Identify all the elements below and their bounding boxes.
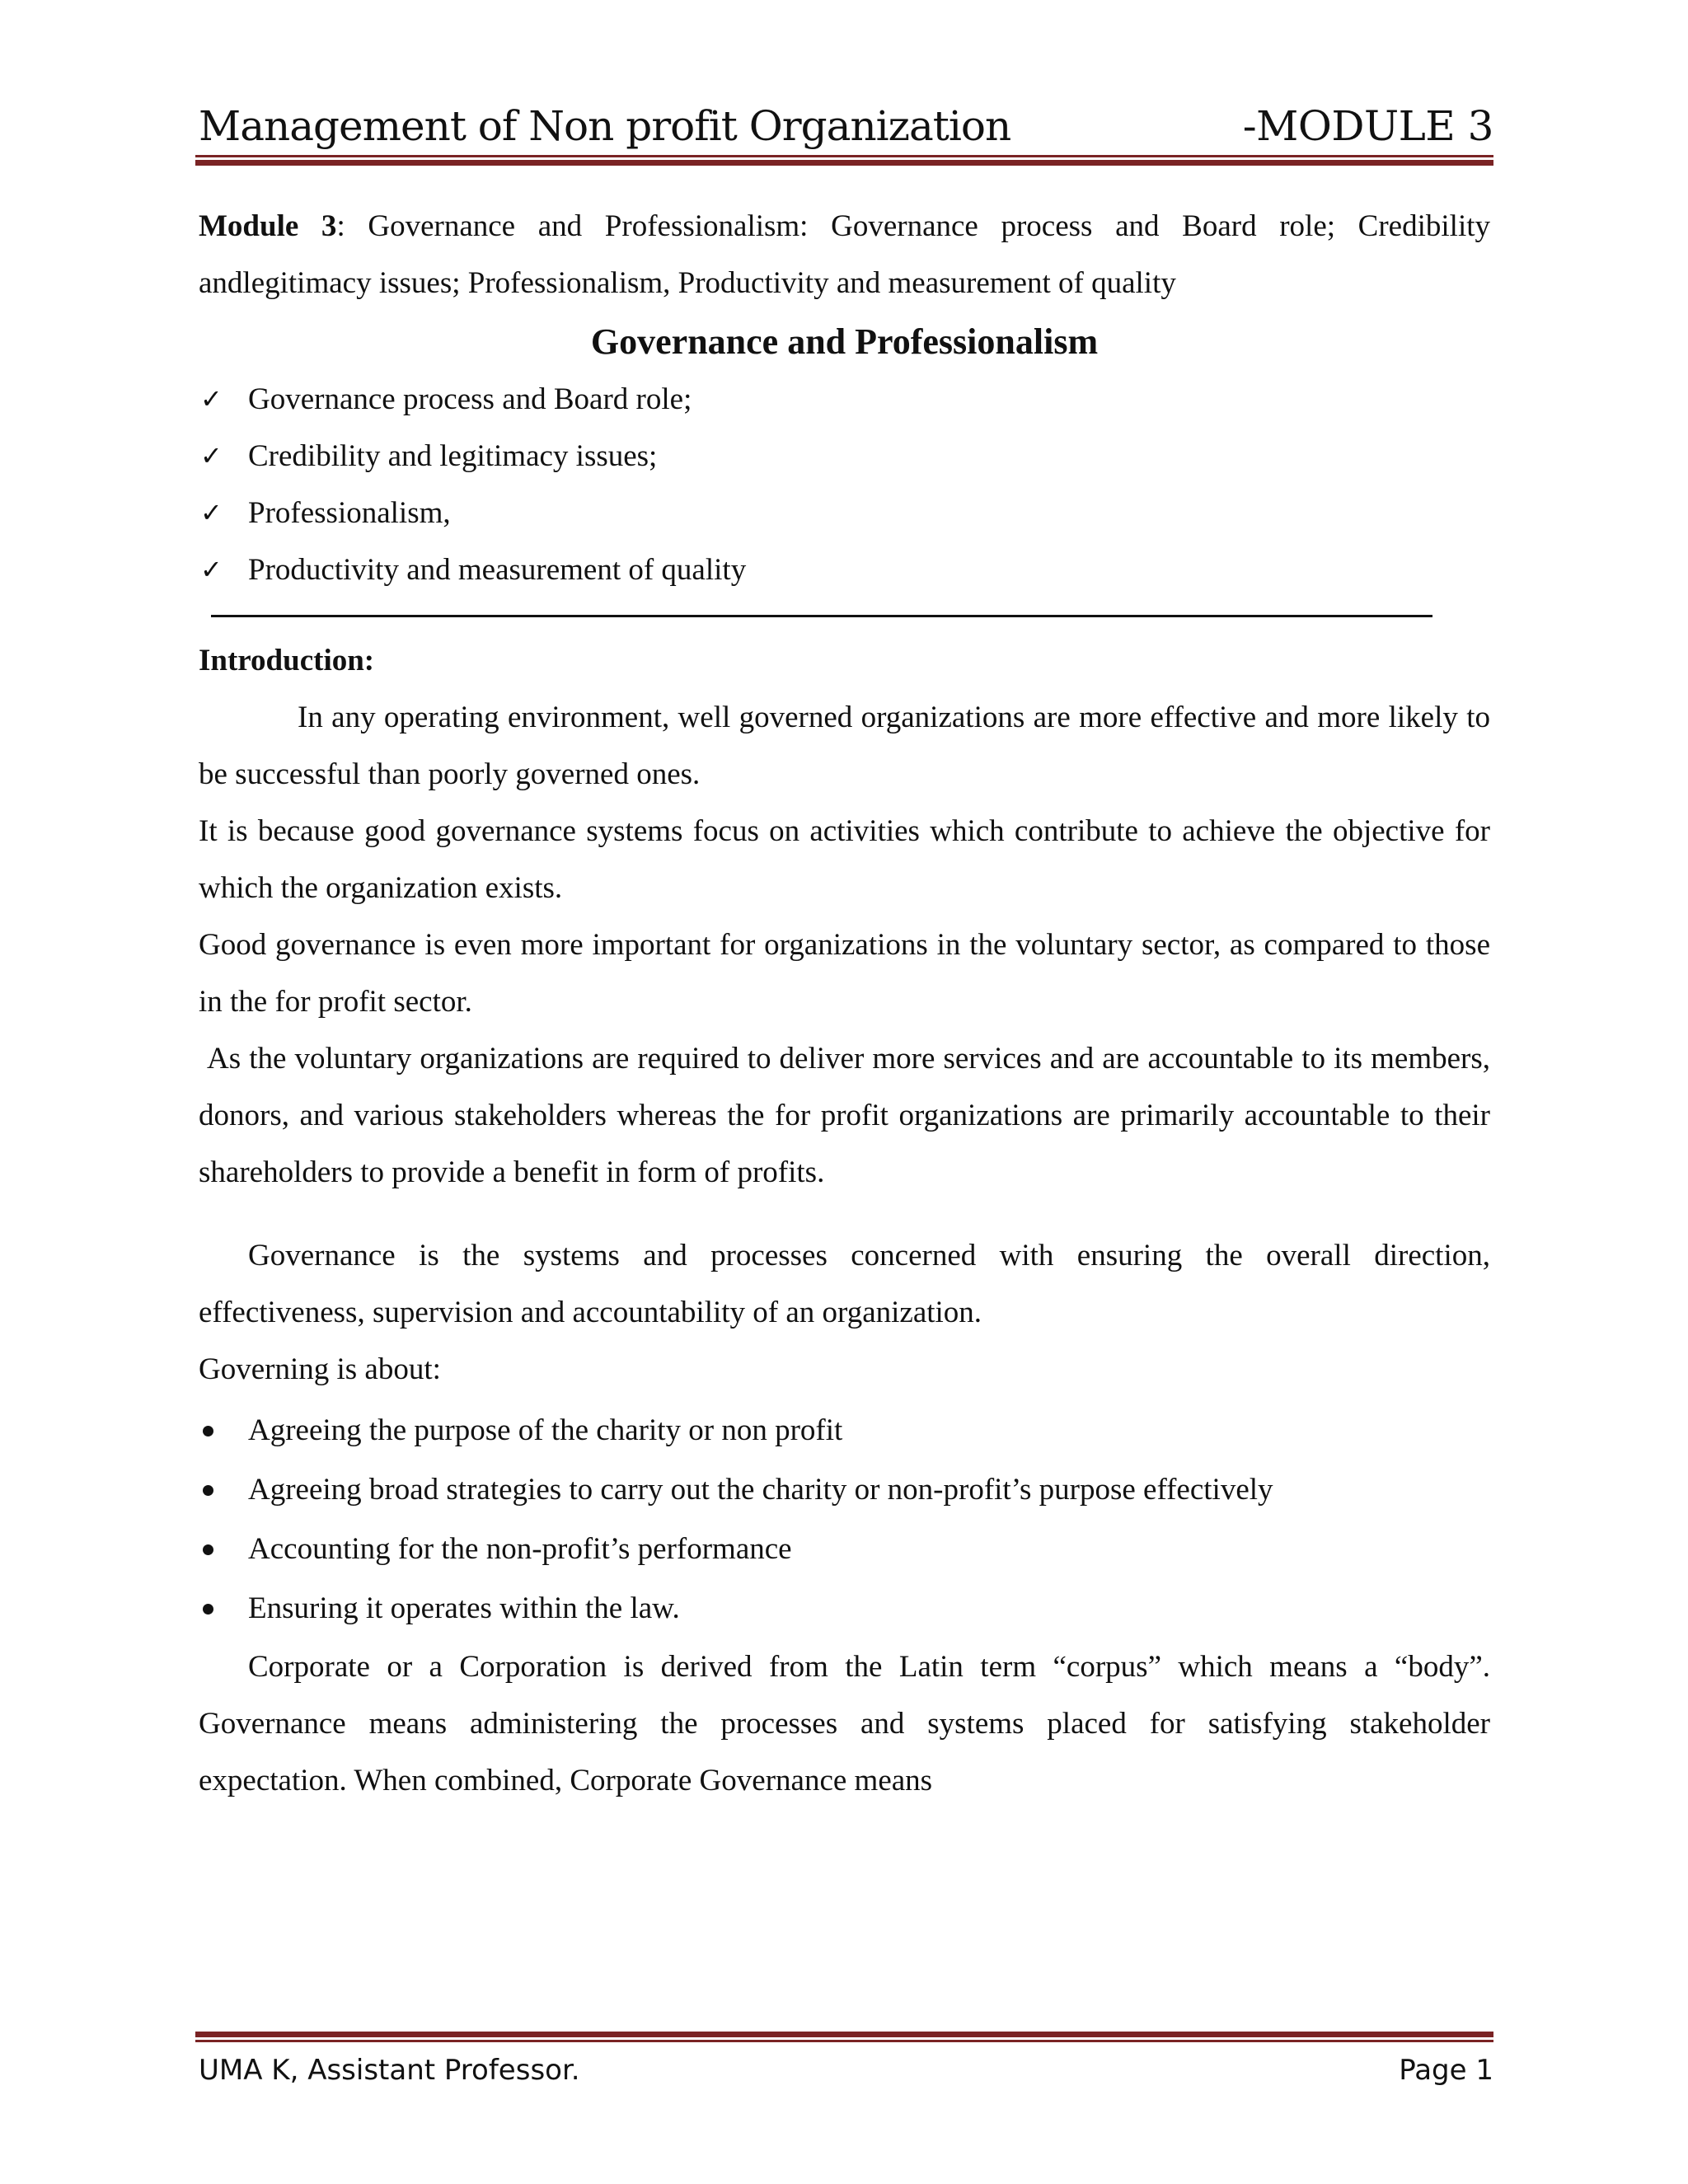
bullet-item — [199, 1579, 1490, 1638]
intro-paragraph-1: In any operating environment, well governed organizations are more effective and more likely to be successful than poorly governed ones. — [199, 701, 1490, 791]
footer-author: UMA K, Assistant Professor. — [199, 2054, 580, 2087]
bullet-item — [199, 1460, 1490, 1520]
checklist-item-label: Credibility and legitimacy issues; — [248, 439, 658, 473]
page-header — [199, 97, 1493, 163]
section-heading: Governance and Professionalism — [590, 321, 1099, 362]
check-mark-icon: ✓ — [200, 497, 223, 528]
checklist-item-label: Productivity and measurement of quality — [248, 553, 747, 587]
governance-definition: Governance is the systems and processes concerned with ensuring the overall direction, effectiveness, supervision and accountability of an organization. — [199, 1239, 1490, 1329]
checklist-item — [199, 428, 1490, 485]
bullet-item — [199, 1520, 1490, 1579]
corporate-paragraph: Corporate or a Corporation is derived from the Latin term “corpus” which means a “body”. Governance means administering the processes and systems placed for satisfying stakeholder expectation. When combined, Corporate Governance means — [199, 1650, 1490, 1797]
governing-intro: Governing is about: — [199, 1352, 441, 1386]
intro-paragraph-3: Good governance is even more important for organizations in the voluntary sector, as compared to those in the for profit sector. — [199, 928, 1490, 1019]
check-mark-icon: ✓ — [200, 440, 223, 471]
checklist-item — [199, 541, 1490, 598]
footer-rule-thin — [195, 2040, 1493, 2042]
page-content — [199, 198, 1490, 1809]
bullet-icon — [203, 1544, 213, 1555]
checklist-item-label: Professionalism, — [248, 496, 451, 530]
bullet-item-label: Ensuring it operates within the law. — [248, 1591, 680, 1625]
checklist-item — [199, 371, 1490, 428]
document-title: Management of Non profit Organization — [199, 102, 1011, 150]
bullet-item-label: Accounting for the non-profit’s performance — [248, 1532, 792, 1566]
check-mark-icon: ✓ — [200, 383, 223, 415]
bullet-item-label: Agreeing broad strategies to carry out the charity or non-profit’s purpose effectively — [248, 1473, 1273, 1507]
footer-rule-thick — [195, 2032, 1493, 2037]
governing-bullets — [199, 1401, 1490, 1638]
header-rule-thin — [195, 155, 1493, 157]
introduction-heading: Introduction: — [199, 644, 375, 677]
topic-checklist — [199, 371, 1490, 598]
intro-paragraph-4: As the voluntary organizations are required to deliver more services and are accountable to its members, donors, and various stakeholders whereas the for profit organizations are primarily accountable to their shareholders to provide a benefit in form of profits. — [199, 1042, 1490, 1189]
bullet-item — [199, 1401, 1490, 1460]
bullet-icon — [203, 1604, 213, 1615]
bullet-item-label: Agreeing the purpose of the charity or non profit — [248, 1413, 843, 1447]
header-rule-thick — [195, 160, 1493, 166]
checklist-item — [199, 485, 1490, 541]
bullet-icon — [203, 1426, 213, 1436]
module-label: -MODULE 3 — [1242, 102, 1493, 150]
section-divider — [211, 615, 1432, 617]
page-number: Page 1 — [1399, 2054, 1493, 2087]
module-intro — [199, 198, 1490, 312]
intro-paragraph-2: It is because good governance systems focus on activities which contribute to achieve the objective for which the organization exists. — [199, 814, 1490, 905]
checklist-item-label: Governance process and Board role; — [248, 382, 692, 416]
module-intro-label: Module 3 — [199, 209, 337, 243]
check-mark-icon: ✓ — [200, 554, 223, 585]
module-intro-text: : Governance and Professionalism: Governance process and Board role; Credibility andlegitimacy issues; Professionalism, Productivity and measurement of quality — [199, 209, 1491, 300]
bullet-icon — [203, 1485, 213, 1496]
